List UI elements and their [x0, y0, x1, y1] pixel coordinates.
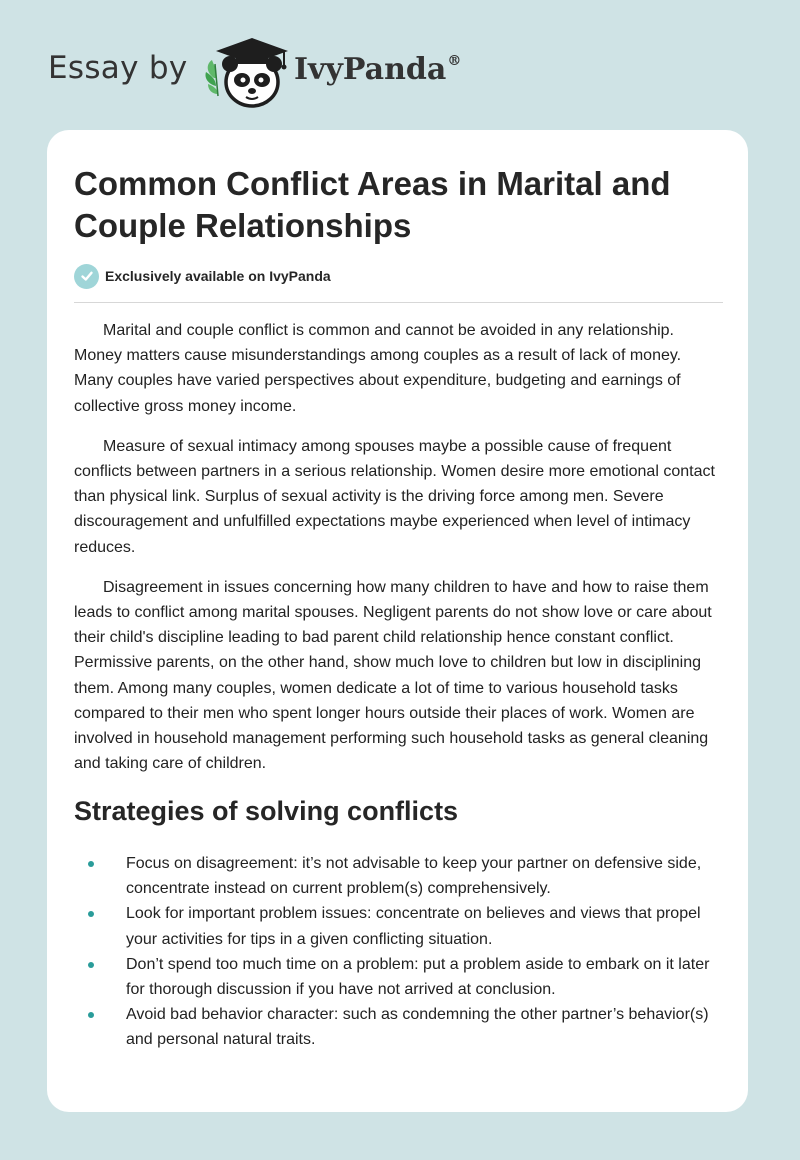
bullet-dot-icon: [88, 861, 94, 867]
trademark-mark: ®: [447, 53, 462, 69]
leaf-icon: [205, 60, 218, 96]
essay-by-label: Essay by: [48, 50, 188, 86]
bullet-dot-icon: [88, 1012, 94, 1018]
essay-card: [47, 130, 748, 1112]
list-item: [74, 1002, 714, 1052]
paragraph: Marital and couple conflict is common and cannot be avoided in any relationship. Money matters cause misunderstandings among couples as a result of lack of money. Many couples have varied perspectives about expenditure, budgeting and earnings of collective gross money income.: [74, 322, 682, 415]
list-item: [74, 952, 714, 1002]
brand-logo[interactable]: [294, 52, 461, 87]
bullet-dot-icon: [88, 911, 94, 917]
essay-body: [74, 318, 724, 791]
section-heading: Strategies of solving conflicts: [74, 796, 459, 826]
bullet-dot-icon: [88, 962, 94, 968]
list-item: [74, 851, 714, 901]
paragraph: Measure of sexual intimacy among spouses maybe a possible cause of frequent conflicts between partners in a serious relationship. Women desire more emotional contact than physical link. Surplus of sexual activity is the driving force among men. Severe discouragement and unfulfilled expectations maybe experienced when level of intimacy reduces.: [74, 437, 715, 556]
list-item-text: Avoid bad behavior character: such as condemning the other partner’s behavior(s) and personal natural traits.: [126, 1006, 709, 1049]
brand-name: IvyPanda: [294, 52, 447, 87]
strategies-list: [74, 851, 714, 1053]
divider: [74, 302, 723, 303]
list-item: [74, 901, 714, 951]
list-item-text: Don’t spend too much time on a problem: put a problem aside to embark on it later for thorough discussion if you have not arrived at conclusion.: [126, 955, 710, 999]
panda-graduation-logo-icon[interactable]: [202, 34, 294, 110]
page-title: Common Conflict Areas in Marital and Couple Relationships: [74, 165, 671, 244]
list-item-text: Look for important problem issues: concentrate on believes and views that propel your activities for tips in a given conflicting situation.: [126, 905, 701, 948]
site-header: [48, 34, 488, 114]
paragraph: Disagreement in issues concerning how many children to have and how to raise them leads to conflict among marital spouses. Negligent parents do not show love or care about their child's discipline leading to bad parent child relationship hence constant conflict. Permissive parents, on the other hand, show much love to children but low in disciplining them. Among many couples, women dedicate a lot of time to various household tasks compared to their men who spent longer hours outside their places of work. Women are involved in household management performing such household tasks as general cleaning and taking care of children.: [74, 578, 712, 773]
list-item-text: Focus on disagreement: it’s not advisable to keep your partner on defensive side, concentrate instead on current problem(s) comprehensively.: [126, 855, 702, 898]
check-icon: [74, 264, 99, 289]
exclusive-badge: [74, 263, 331, 289]
exclusive-badge-label: Exclusively available on IvyPanda: [105, 268, 331, 284]
